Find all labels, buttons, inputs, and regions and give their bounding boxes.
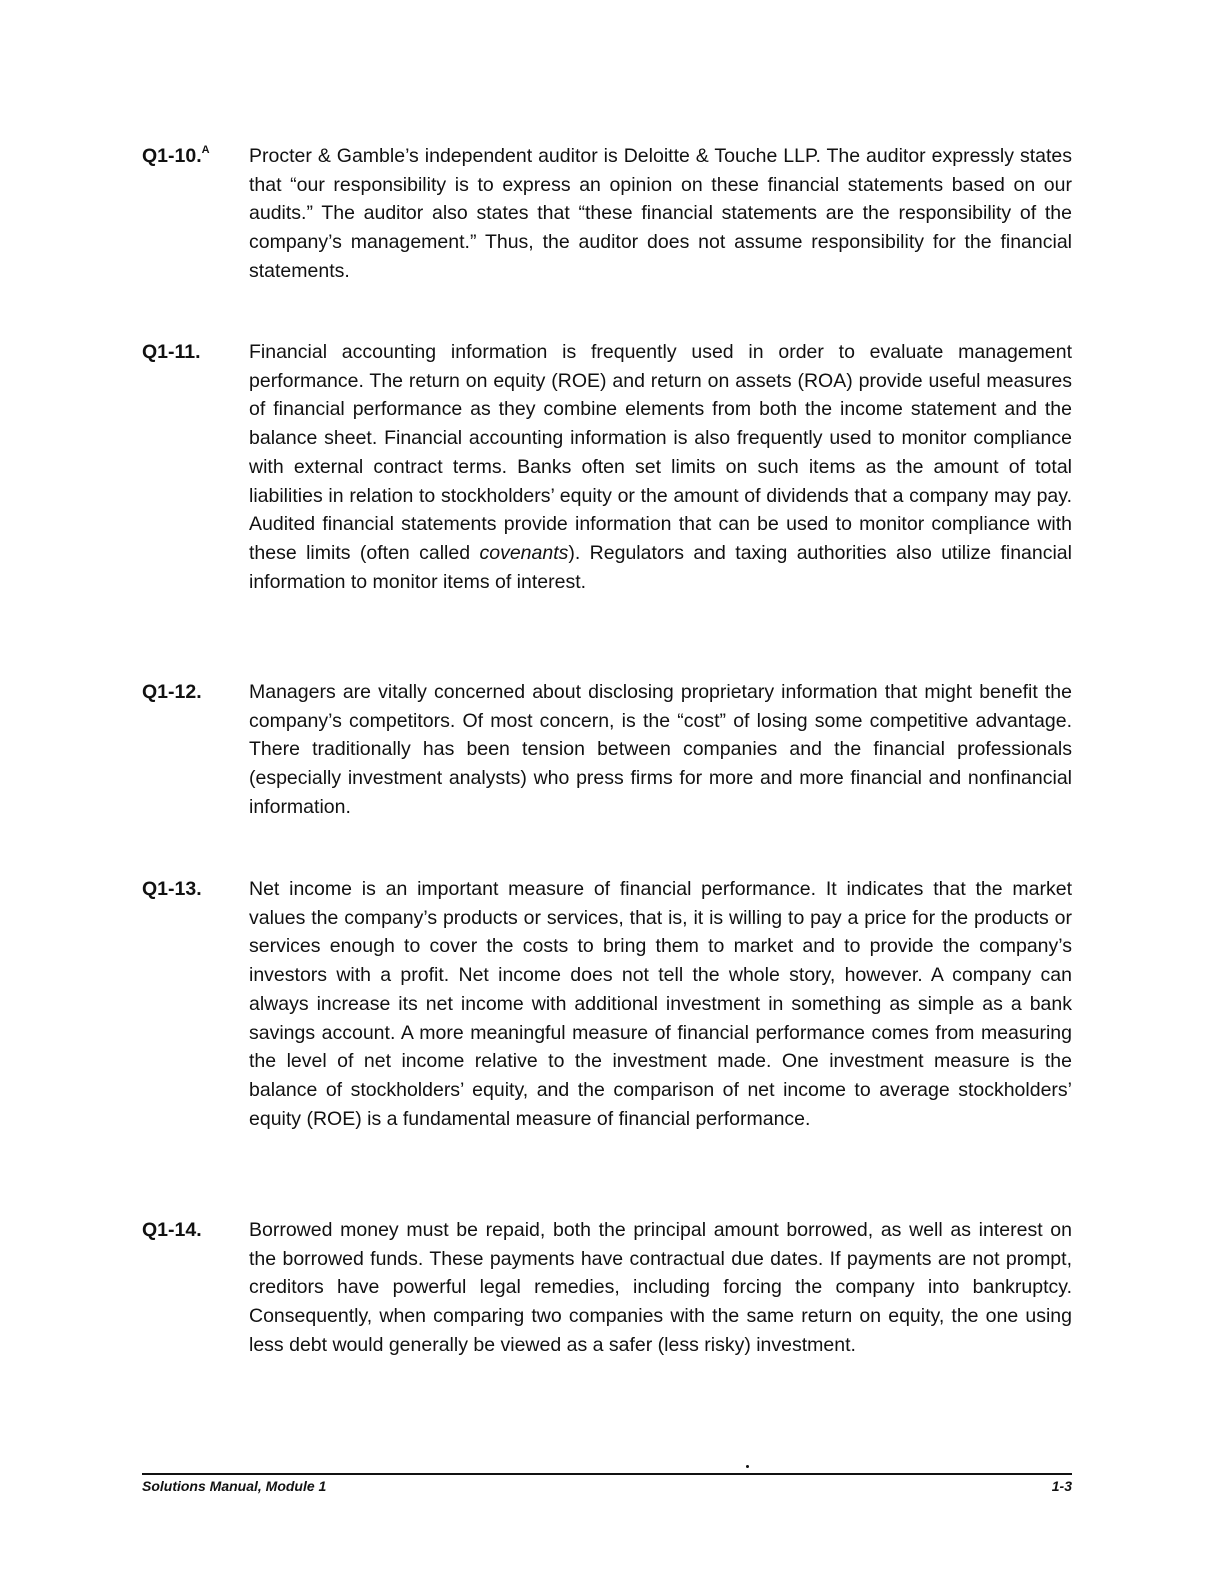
page-number: 1-3 [1051,1478,1072,1494]
answer-text: Managers are vitally concerned about disclosing proprietary information that might benefit the company’s competitors. Of most concern, is the “cost” of losing some competitive advantage. There traditionally has been tension between companies and the financial professionals (especially investment analysts) who press firms for more and more financial and nonfinancial information. [249,681,1072,818]
question-label: Q1-11. [142,341,201,363]
question-q1-14 [142,1216,1072,1360]
question-superscript: A [201,143,210,156]
answer-text: Net income is an important measure of financial performance. It indicates that the market values the company’s products or services, that is, it is willing to pay a price for the products or services enough to cover the costs to bring them to market and to provide the company’s investors with a profit. Net income does not tell the whole story, however. A company can always increase its net income with additional investment in something as simple as a bank savings account. A more meaningful measure of financial performance comes from measuring the level of net income relative to the investment made. One investment measure is the balance of stockholders’ equity, and the comparison of net income to average stockholders’ equity (ROE) is a fundamental measure of financial performance. [249,878,1072,1130]
footer-title: Solutions Manual, Module 1 [142,1478,327,1494]
question-label: Q1-13. [142,878,202,900]
question-q1-13 [142,875,1072,1133]
question-q1-10 [142,142,1072,286]
question-label: Q1-14. [142,1219,202,1241]
answer-text: Financial accounting information is frequently used in order to evaluate management performance. The return on equity (ROE) and return on assets (ROA) provide useful measures of financial performance as they combine elements from both the income statement and the balance sheet. Financial accounting information is also frequently used to monitor compliance with external contract terms. Banks often set limits on such items as the amount of total liabilities in relation to stockholders’ equity or the amount of dividends that a company may pay. Audited financial statements provide information that can be used to monitor compliance with these limits (often called covenants). Regulators and taxing authorities also utilize financial information to monitor items of interest. [249,341,1072,593]
footer-dot [746,1465,749,1468]
question-q1-11 [142,338,1072,596]
answer-text: Procter & Gamble’s independent auditor is Deloitte & Touche LLP. The auditor expressly states that “our responsibility is to express an opinion on these financial statements based on our audits.” The auditor also states that “these financial statements are the responsibility of the company’s management.” Thus, the auditor does not assume responsibility for the financial statements. [249,145,1072,282]
question-label: Q1-12. [142,681,202,703]
answer-text: Borrowed money must be repaid, both the principal amount borrowed, as well as interest on the borrowed funds. These payments have contractual due dates. If payments are not prompt, creditors have powerful legal remedies, including forcing the company into bankruptcy. Consequently, when comparing two companies with the same return on equity, the one using less debt would generally be viewed as a safer (less risky) investment. [249,1219,1072,1356]
italic-term: covenants [479,541,569,564]
footer-rule [142,1473,1072,1475]
question-q1-12 [142,678,1072,822]
question-label: Q1-10.$^A$ [142,143,210,167]
